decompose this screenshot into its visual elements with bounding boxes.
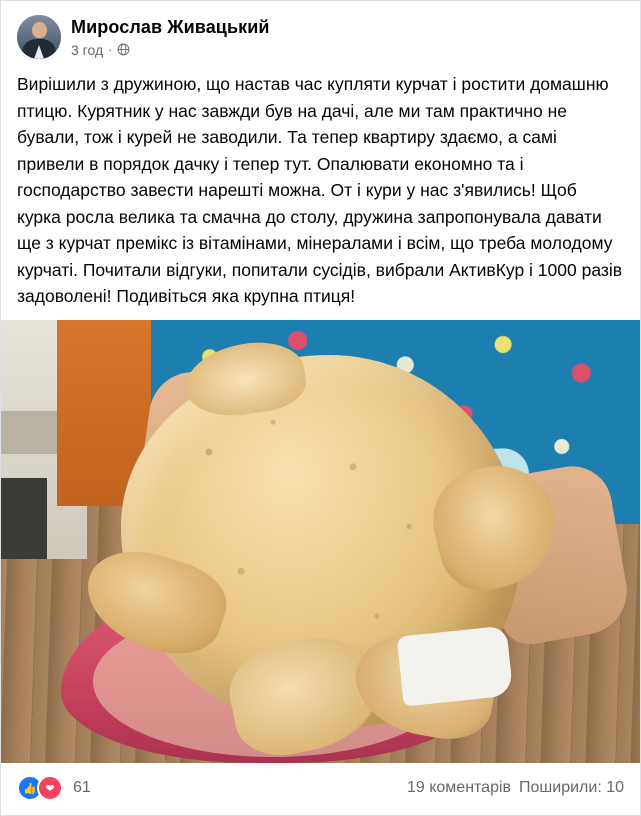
post-header-text — [71, 15, 270, 59]
like-icon: 👍 — [17, 775, 43, 801]
dark-corner — [1, 478, 47, 559]
engagement-counts — [407, 779, 624, 797]
shares-count[interactable]: Поширили: 10 — [519, 779, 624, 796]
post-timestamp[interactable]: 3 год — [71, 41, 104, 58]
author-name[interactable]: Мирослав Живацький — [71, 16, 270, 37]
reaction-count: 61 — [73, 779, 91, 796]
post-header — [1, 1, 640, 65]
white-cloth — [397, 625, 514, 706]
globe-icon[interactable] — [117, 43, 130, 56]
post-image-canvas — [1, 320, 640, 764]
reactions-summary[interactable] — [17, 775, 91, 801]
post-meta — [71, 41, 270, 59]
post-image[interactable] — [1, 320, 640, 764]
reaction-icons — [17, 775, 63, 801]
comments-count[interactable]: 19 коментарів — [406, 779, 512, 796]
avatar-face — [32, 22, 47, 38]
meta-separator: · — [108, 41, 113, 57]
love-icon: ❤ — [37, 775, 63, 801]
post-footer — [1, 763, 640, 815]
avatar[interactable] — [17, 15, 61, 59]
post-text: Вирішили з дружиною, що настав час купляти курчат і ростити домашню птицю. Курятник у нас завжди був на дачі, але ми там практично не бували, тож і курей не заводили. Та тепер квартиру здаємо, а самі привели в порядок дачку і тепер тут. Опалювати економно та і господарство завести нарешті можна. От і кури у нас з'явились! Щоб курка росла велика та смачна до столу, дружина запропонувала давати ще з курчат премікс із вітамінами, мінералами і всім, що треба молодому курчаті. Почитали відгуки, попитали сусідів, вибрали АктивКур і 1000 разів задоволені! Подивіться яка крупна птиця! — [17, 74, 627, 306]
